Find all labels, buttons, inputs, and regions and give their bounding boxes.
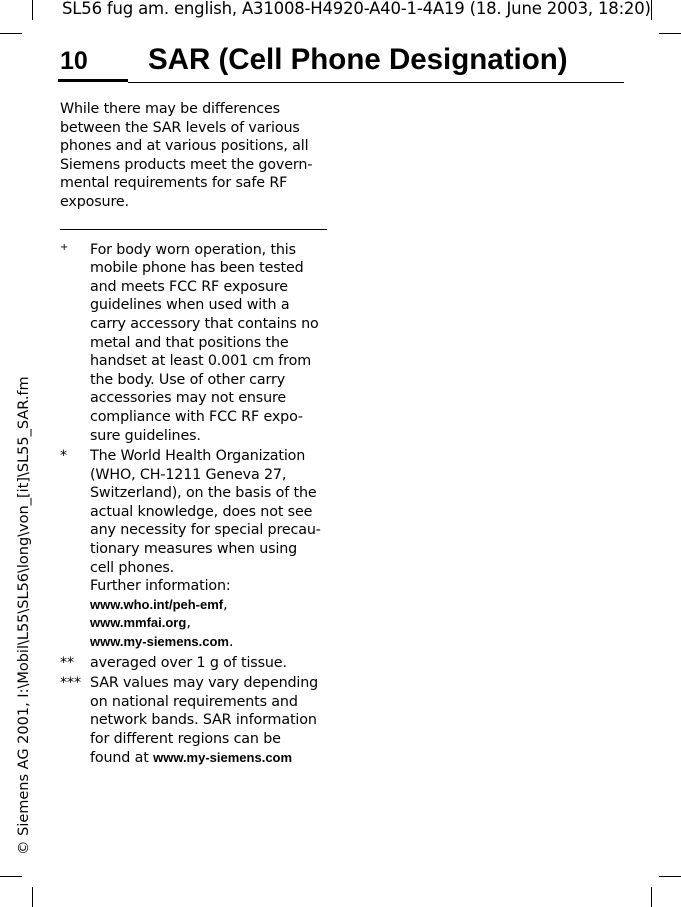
text-line: averaged over 1 g of tissue.: [90, 654, 287, 671]
text-line: carry accessory that contains no: [90, 315, 319, 332]
link-separator: ,: [223, 596, 228, 613]
link-line: [90, 614, 330, 633]
text-line: on national requirements and: [90, 693, 298, 710]
text-line: network bands. SAR information: [90, 712, 317, 729]
my-siemens-link[interactable]: www.my-siemens.com: [153, 749, 293, 765]
text-line: guidelines when used with a: [90, 297, 290, 314]
main-content: [60, 100, 330, 769]
crop-mark: [659, 876, 681, 877]
text-line: While there may be differences: [60, 101, 280, 117]
text-line: exposure.: [60, 193, 129, 210]
crop-mark: [0, 876, 22, 877]
file-info-header: SL56 fug am. english, A31008-H4920-A40-1-4A19 (18. June 2003, 18:20): [62, 0, 651, 18]
header-rule: [128, 82, 624, 83]
text-line: the body. Use of other carry: [90, 371, 286, 388]
text-prefix: found at: [90, 749, 154, 766]
link-separator: ,: [186, 615, 191, 632]
text-line: tionary measures when using: [90, 541, 298, 558]
text-line: Siemens products meet the govern-: [60, 156, 313, 173]
crop-mark: [32, 887, 33, 907]
my-siemens-link[interactable]: www.my-siemens.com: [90, 634, 229, 650]
footnote-marker: *: [60, 448, 67, 465]
link-line: [90, 633, 330, 652]
crop-mark: [651, 887, 652, 907]
crop-mark: [651, 0, 652, 20]
mmfai-link[interactable]: www.mmfai.org: [90, 615, 187, 631]
text-line: For body worn operation, this: [90, 241, 296, 258]
text-line: accessories may not ensure: [90, 390, 287, 407]
footnote-who: [60, 447, 330, 652]
header-rule-thick: [58, 79, 128, 82]
text-line: handset at least 0.001 cm from: [90, 353, 311, 370]
text-line: sure guidelines.: [90, 427, 201, 444]
text-line: SAR values may vary depending: [90, 675, 319, 692]
text-line: Further information:: [90, 578, 231, 595]
footnote-marker: +: [60, 241, 69, 253]
footnote-divider: [60, 229, 327, 230]
footnote-marker: **: [60, 654, 74, 671]
text-line: any necessity for special precau-: [90, 522, 321, 539]
crop-mark: [659, 33, 681, 34]
text-line: cell phones.: [90, 559, 175, 576]
text-line: compliance with FCC RF expo-: [90, 408, 303, 425]
footnote-sar-values: [60, 674, 330, 767]
text-line: [90, 749, 330, 768]
footnote-body-worn: [60, 241, 330, 446]
text-line: metal and that positions the: [90, 334, 289, 351]
text-line: The World Health Organization: [90, 448, 306, 465]
text-line: and meets FCC RF exposure: [90, 278, 288, 295]
intro-paragraph: [60, 100, 330, 212]
page-title: SAR (Cell Phone Designation): [148, 43, 568, 76]
who-link[interactable]: www.who.int/peh-emf: [90, 596, 224, 612]
text-line: between the SAR levels of various: [60, 119, 300, 136]
link-line: [90, 596, 330, 615]
page-number: 10: [60, 47, 88, 75]
footnote-marker: ***: [60, 675, 81, 692]
crop-mark: [32, 0, 33, 20]
footnote-averaged: [60, 654, 330, 673]
text-line: phones and at various positions, all: [60, 138, 309, 155]
text-line: Switzerland), on the basis of the: [90, 485, 317, 502]
crop-mark: [0, 33, 22, 34]
copyright-path: © Siemens AG 2001, I:\Mobil\L55\SL56\long\von_[it]\SL55_SAR.fm: [16, 376, 32, 855]
text-line: (WHO, CH-1211 Geneva 27,: [90, 466, 287, 483]
text-line: actual knowledge, does not see: [90, 503, 313, 520]
text-line: for different regions can be: [90, 731, 281, 747]
text-line: mobile phone has been tested: [90, 260, 304, 277]
link-separator: .: [228, 634, 234, 651]
text-line: mental requirements for safe RF: [60, 175, 288, 192]
